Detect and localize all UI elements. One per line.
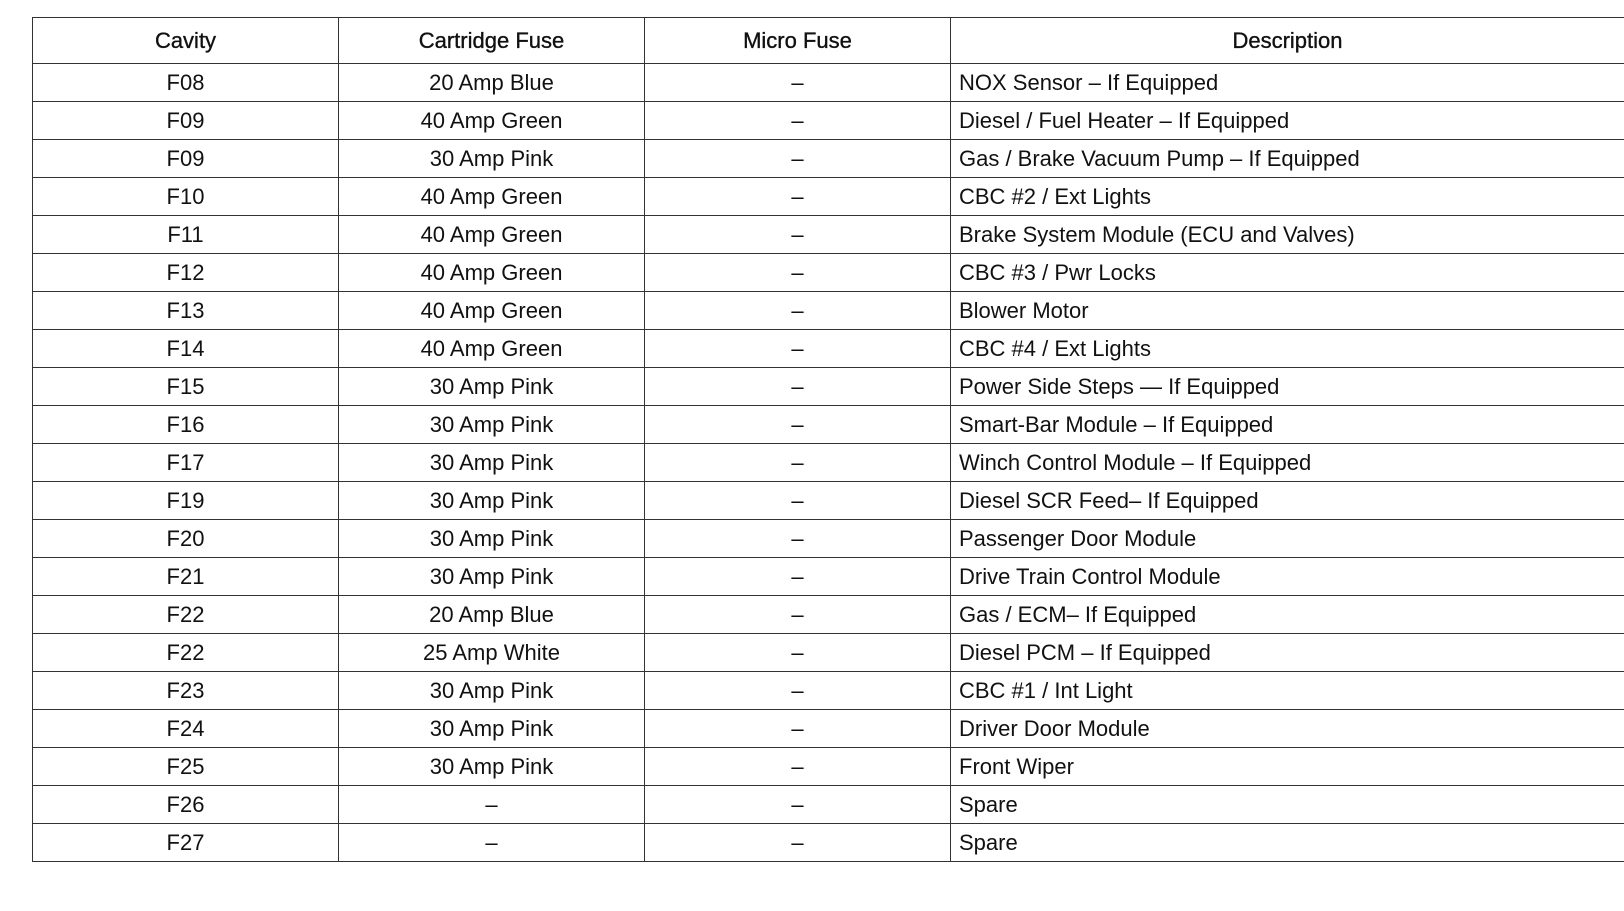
table-row [33,520,1624,558]
description-cell: CBC #1 / Int Light [951,672,1624,710]
cartridge-fuse-cell: 30 Amp Pink [339,140,645,178]
micro-fuse-cell: – [645,634,951,672]
table-row [33,254,1624,292]
table-row [33,672,1624,710]
cartridge-fuse-cell: 25 Amp White [339,634,645,672]
table-row [33,102,1624,140]
micro-fuse-cell: – [645,596,951,634]
cartridge-fuse-cell: 40 Amp Green [339,292,645,330]
cavity-cell: F17 [33,444,339,482]
table-row [33,444,1624,482]
cavity-cell: F11 [33,216,339,254]
micro-fuse-cell: – [645,444,951,482]
micro-fuse-cell: – [645,216,951,254]
header-row [33,18,1624,64]
cavity-cell: F22 [33,634,339,672]
description-cell: Passenger Door Module [951,520,1624,558]
table-row [33,710,1624,748]
cavity-cell: F10 [33,178,339,216]
description-cell: CBC #4 / Ext Lights [951,330,1624,368]
table-row [33,558,1624,596]
cartridge-fuse-cell: 30 Amp Pink [339,368,645,406]
cartridge-fuse-cell: 30 Amp Pink [339,406,645,444]
cavity-cell: F26 [33,786,339,824]
table-row [33,330,1624,368]
table-header [33,18,1624,64]
header-cavity: Cavity [33,18,339,64]
cartridge-fuse-cell: 30 Amp Pink [339,520,645,558]
cartridge-fuse-cell: 30 Amp Pink [339,444,645,482]
micro-fuse-cell: – [645,140,951,178]
cartridge-fuse-cell: – [339,786,645,824]
description-cell: Driver Door Module [951,710,1624,748]
cartridge-fuse-cell: 40 Amp Green [339,330,645,368]
cartridge-fuse-cell: 30 Amp Pink [339,482,645,520]
micro-fuse-cell: – [645,368,951,406]
cartridge-fuse-cell: 40 Amp Green [339,102,645,140]
cavity-cell: F19 [33,482,339,520]
cavity-cell: F22 [33,596,339,634]
table-row [33,596,1624,634]
table-row [33,482,1624,520]
description-cell: Drive Train Control Module [951,558,1624,596]
table-row [33,406,1624,444]
description-cell: Gas / Brake Vacuum Pump – If Equipped [951,140,1624,178]
cartridge-fuse-cell: 40 Amp Green [339,178,645,216]
micro-fuse-cell: – [645,406,951,444]
description-cell: NOX Sensor – If Equipped [951,64,1624,102]
table-row [33,634,1624,672]
cartridge-fuse-cell: 20 Amp Blue [339,64,645,102]
cavity-cell: F27 [33,824,339,862]
table-row [33,64,1624,102]
table-row [33,292,1624,330]
cavity-cell: F24 [33,710,339,748]
cavity-cell: F25 [33,748,339,786]
micro-fuse-cell: – [645,64,951,102]
cavity-cell: F12 [33,254,339,292]
table-body [33,64,1624,862]
cartridge-fuse-cell: – [339,824,645,862]
cartridge-fuse-cell: 30 Amp Pink [339,710,645,748]
cavity-cell: F09 [33,140,339,178]
description-cell: Gas / ECM– If Equipped [951,596,1624,634]
micro-fuse-cell: – [645,178,951,216]
description-cell: Spare [951,824,1624,862]
description-cell: Blower Motor [951,292,1624,330]
description-cell: Diesel SCR Feed– If Equipped [951,482,1624,520]
cavity-cell: F08 [33,64,339,102]
cavity-cell: F14 [33,330,339,368]
table-row [33,216,1624,254]
table-row [33,748,1624,786]
micro-fuse-cell: – [645,102,951,140]
cavity-cell: F21 [33,558,339,596]
micro-fuse-cell: – [645,748,951,786]
micro-fuse-cell: – [645,254,951,292]
cavity-cell: F13 [33,292,339,330]
micro-fuse-cell: – [645,786,951,824]
cavity-cell: F23 [33,672,339,710]
micro-fuse-cell: – [645,558,951,596]
table-row [33,178,1624,216]
cartridge-fuse-cell: 30 Amp Pink [339,748,645,786]
cavity-cell: F20 [33,520,339,558]
cartridge-fuse-cell: 20 Amp Blue [339,596,645,634]
micro-fuse-cell: – [645,292,951,330]
description-cell: CBC #3 / Pwr Locks [951,254,1624,292]
description-cell: CBC #2 / Ext Lights [951,178,1624,216]
cartridge-fuse-cell: 30 Amp Pink [339,558,645,596]
description-cell: Diesel / Fuel Heater – If Equipped [951,102,1624,140]
cartridge-fuse-cell: 40 Amp Green [339,254,645,292]
fuse-table [32,17,1624,862]
cavity-cell: F15 [33,368,339,406]
micro-fuse-cell: – [645,710,951,748]
description-cell: Smart-Bar Module – If Equipped [951,406,1624,444]
table-row [33,824,1624,862]
cartridge-fuse-cell: 40 Amp Green [339,216,645,254]
description-cell: Winch Control Module – If Equipped [951,444,1624,482]
description-cell: Brake System Module (ECU and Valves) [951,216,1624,254]
description-cell: Spare [951,786,1624,824]
table-row [33,786,1624,824]
cavity-cell: F09 [33,102,339,140]
micro-fuse-cell: – [645,672,951,710]
description-cell: Front Wiper [951,748,1624,786]
table-row [33,140,1624,178]
table-row [33,368,1624,406]
cartridge-fuse-cell: 30 Amp Pink [339,672,645,710]
header-cartridge-fuse: Cartridge Fuse [339,18,645,64]
description-cell: Diesel PCM – If Equipped [951,634,1624,672]
micro-fuse-cell: – [645,330,951,368]
micro-fuse-cell: – [645,520,951,558]
cavity-cell: F16 [33,406,339,444]
header-description: Description [951,18,1624,64]
header-micro-fuse: Micro Fuse [645,18,951,64]
micro-fuse-cell: – [645,824,951,862]
micro-fuse-cell: – [645,482,951,520]
description-cell: Power Side Steps — If Equipped [951,368,1624,406]
